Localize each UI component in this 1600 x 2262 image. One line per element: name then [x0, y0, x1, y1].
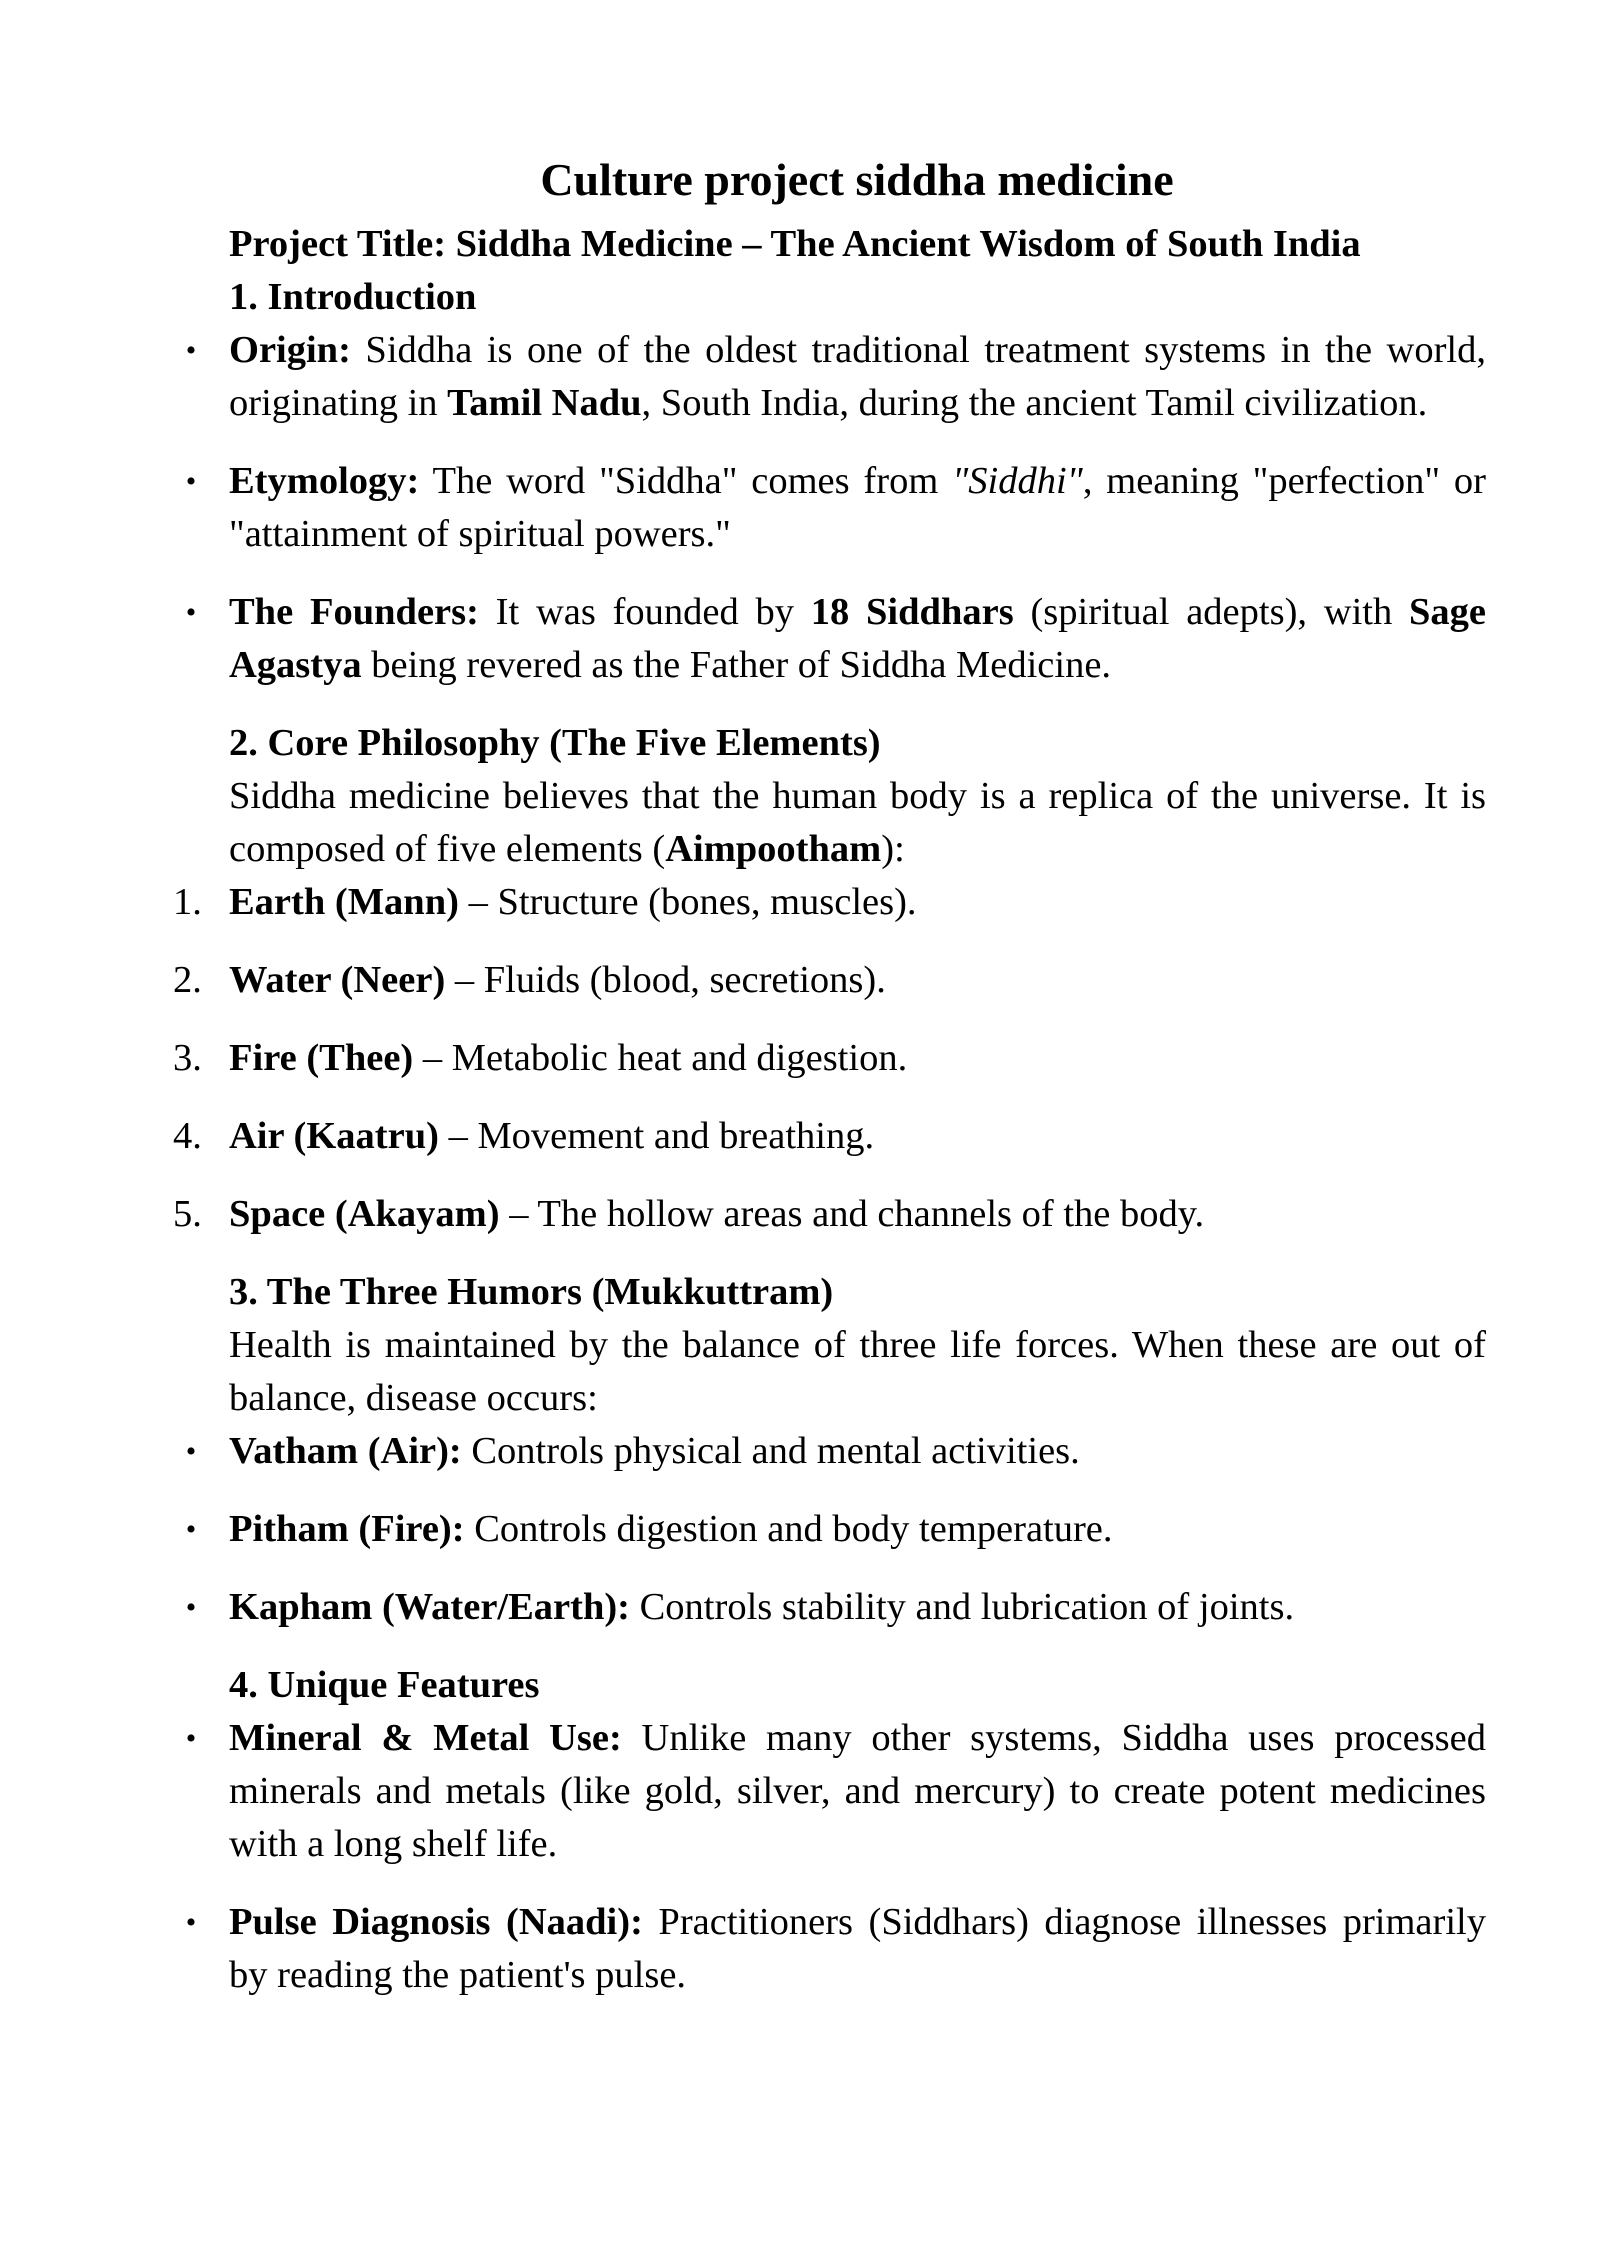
item-emphasis: Sage Agastya — [229, 591, 1486, 686]
bullet-icon: • — [185, 1435, 197, 1468]
item-text: The word "Siddha" comes from — [419, 460, 953, 502]
item-label: Vatham (Air): — [229, 1430, 462, 1472]
list-number: 2. — [173, 959, 202, 1001]
list-item-air — [173, 1110, 1486, 1163]
list-number: 5. — [173, 1193, 202, 1235]
item-text: – The hollow areas and channels of the body. — [499, 1193, 1205, 1235]
item-label: Kapham (Water/Earth): — [229, 1586, 630, 1628]
list-number: 4. — [173, 1115, 202, 1157]
item-label: Etymology: — [229, 460, 420, 502]
section-heading-three-humors: 3. The Three Humors (Mukkuttram) — [229, 1271, 834, 1313]
document-body — [173, 150, 1487, 2027]
item-text: It was founded by — [478, 591, 811, 633]
item-label: Pulse Diagnosis (Naadi): — [229, 1901, 643, 1943]
para-emphasis: Aimpootham — [665, 828, 882, 870]
bullet-icon: • — [185, 334, 197, 367]
bullet-icon: • — [185, 1722, 197, 1755]
item-text: Practitioners (Siddhars) diagnose illnesses primarily by reading the patient's pulse. — [229, 1901, 1486, 1996]
para-text: ): — [881, 828, 905, 870]
bullet-icon: • — [185, 465, 197, 498]
item-text: Unlike many other systems, Siddha uses processed minerals and metals (like gold, silver, and mercury) to create potent medicines with a long shelf life. — [229, 1717, 1487, 1865]
item-label: The Founders: — [229, 591, 479, 633]
item-label: Earth (Mann) — [229, 881, 459, 923]
item-text: – Structure (bones, muscles). — [458, 881, 917, 923]
bullet-icon: • — [185, 1591, 197, 1624]
para-text: Siddha medicine believes that the human body is a replica of the universe. It is composed of five elements ( — [229, 775, 1486, 870]
item-label: Mineral & Metal Use: — [229, 1717, 622, 1759]
item-text: – Fluids (blood, secretions). — [445, 959, 886, 1001]
list-item-pitham — [185, 1503, 1486, 1556]
section-heading-introduction: 1. Introduction — [229, 276, 477, 318]
item-label: Origin: — [229, 329, 351, 371]
item-text: Siddha is one of the oldest traditional treatment systems in the world, originating in — [229, 329, 1486, 424]
list-number: 3. — [173, 1037, 202, 1079]
five-elements-list — [173, 876, 1486, 1241]
list-item-founders — [185, 586, 1486, 692]
bullet-icon: • — [185, 1906, 197, 1939]
list-item-vatham — [185, 1425, 1486, 1478]
item-label: Air (Kaatru) — [229, 1115, 439, 1157]
item-label: Water (Neer) — [229, 959, 446, 1001]
list-item-space — [173, 1188, 1486, 1241]
item-label: Fire (Thee) — [229, 1037, 414, 1079]
list-item-fire — [173, 1032, 1486, 1085]
list-item-etymology — [185, 455, 1486, 561]
item-text: , meaning "perfection" or "attainment of spiritual powers." — [229, 460, 1486, 555]
list-number: 1. — [173, 881, 202, 923]
list-item-mineral-metal-use — [185, 1712, 1487, 1871]
item-italic: "Siddhi" — [952, 460, 1083, 502]
item-text: – Movement and breathing. — [438, 1115, 875, 1157]
humors-paragraph: Health is maintained by the balance of three life forces. When these are out of balance, disease occurs: — [229, 1324, 1486, 1419]
section-heading-core-philosophy: 2. Core Philosophy (The Five Elements) — [229, 722, 881, 764]
item-label: Pitham (Fire): — [229, 1508, 465, 1550]
list-item-water — [173, 954, 1486, 1007]
item-label: Space (Akayam) — [229, 1193, 500, 1235]
unique-features-list — [185, 1712, 1487, 2002]
list-item-earth — [173, 876, 1486, 929]
bullet-icon: • — [185, 596, 197, 629]
item-text: Controls digestion and body temperature. — [464, 1508, 1113, 1550]
item-text: Controls stability and lubrication of joints. — [630, 1586, 1295, 1628]
item-text: being revered as the Father of Siddha Medicine. — [361, 644, 1112, 686]
item-text: (spiritual adepts), with — [1013, 591, 1409, 633]
item-text: Controls physical and mental activities. — [461, 1430, 1080, 1472]
section-heading-unique-features: 4. Unique Features — [229, 1664, 540, 1706]
project-title: Project Title: Siddha Medicine – The Ancient Wisdom of South India — [229, 223, 1361, 265]
list-item-origin — [185, 324, 1486, 430]
three-humors-list — [185, 1425, 1486, 1634]
list-item-pulse-diagnosis — [185, 1896, 1486, 2002]
list-item-kapham — [185, 1581, 1486, 1634]
item-emphasis: 18 Siddhars — [810, 591, 1014, 633]
item-text: , South India, during the ancient Tamil civilization. — [641, 382, 1428, 424]
philosophy-paragraph — [229, 770, 1486, 876]
document-title: Culture project siddha medicine — [540, 154, 1174, 205]
item-text: – Metabolic heat and digestion. — [413, 1037, 908, 1079]
title-spacer — [229, 150, 1486, 218]
bullet-icon: • — [185, 1513, 197, 1546]
introduction-list — [185, 324, 1486, 692]
item-emphasis: Tamil Nadu — [447, 382, 642, 424]
